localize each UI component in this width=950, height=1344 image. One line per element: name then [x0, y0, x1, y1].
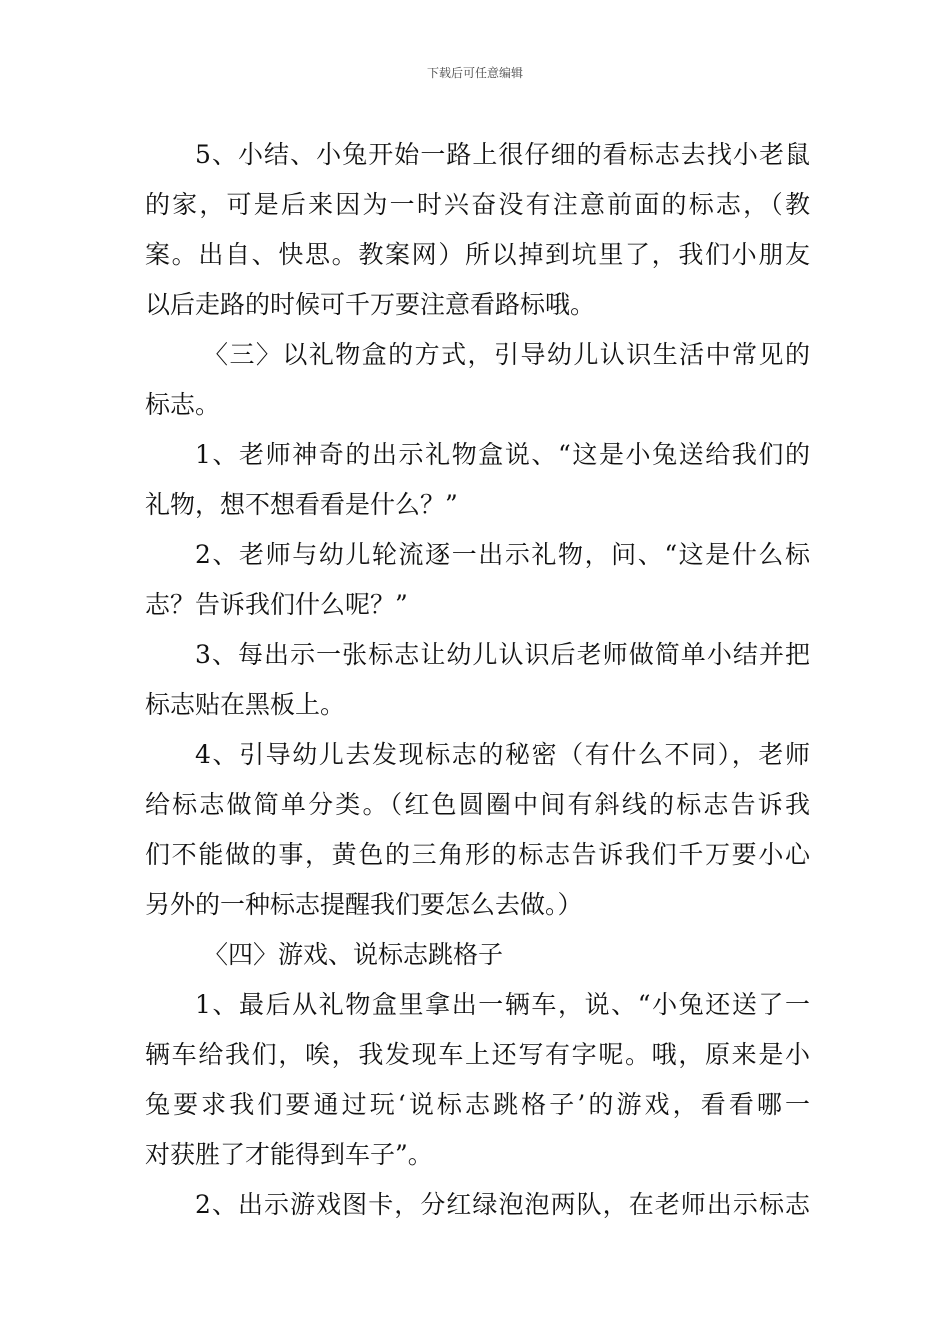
text-line: 5、小结、小兔开始一路上很仔细的看标志去找小老鼠 [195, 140, 810, 169]
text-line: 志？告诉我们什么呢？” [145, 590, 408, 619]
text-line: 另外的一种标志提醒我们要怎么去做。） [145, 890, 583, 919]
text-line: 礼物，想不想看看是什么？” [145, 490, 458, 519]
text-line: 辆车给我们，唉，我发现车上还写有字呢。哦，原来是小 [145, 1040, 810, 1069]
text-line: 以后走路的时候可千万要注意看路标哦。 [145, 290, 596, 319]
text-line: 3、每出示一张标志让幼儿认识后老师做简单小结并把 [195, 640, 810, 669]
section-heading: 〈四〉游戏、说标志跳格子 [203, 940, 504, 969]
text-line: 案。出自、快思。教案网）所以掉到坑里了，我们小朋友 [145, 240, 810, 269]
page-header: 下载后可任意编辑 [426, 66, 523, 80]
text-line: 们不能做的事，黄色的三角形的标志告诉我们千万要小心 [145, 840, 810, 869]
text-line: 2、老师与幼儿轮流逐一出示礼物，问、“这是什么标 [195, 540, 810, 569]
text-line: 对获胜了才能得到车子”。 [145, 1140, 433, 1169]
text-line: 标志。 [145, 390, 221, 419]
section-heading: 〈三〉以礼物盒的方式，引导幼儿认识生活中常见的 [203, 340, 810, 369]
text-line: 1、最后从礼物盒里拿出一辆车，说、“小兔还送了一 [195, 990, 810, 1019]
text-line: 兔要求我们要通过玩‘说标志跳格子’的游戏，看看哪一 [145, 1090, 810, 1119]
text-line: 给标志做简单分类。（红色圆圈中间有斜线的标志告诉我 [145, 790, 810, 819]
text-line: 1、老师神奇的出示礼物盒说、“这是小兔送给我们的 [195, 440, 810, 469]
text-line: 4、引导幼儿去发现标志的秘密（有什么不同），老师 [195, 740, 810, 769]
text-line: 标志贴在黑板上。 [145, 690, 346, 719]
text-line: 2、出示游戏图卡，分红绿泡泡两队，在老师出示标志 [195, 1190, 810, 1219]
text-line: 的家，可是后来因为一时兴奋没有注意前面的标志，（教 [145, 190, 810, 219]
document-body [145, 130, 810, 1230]
